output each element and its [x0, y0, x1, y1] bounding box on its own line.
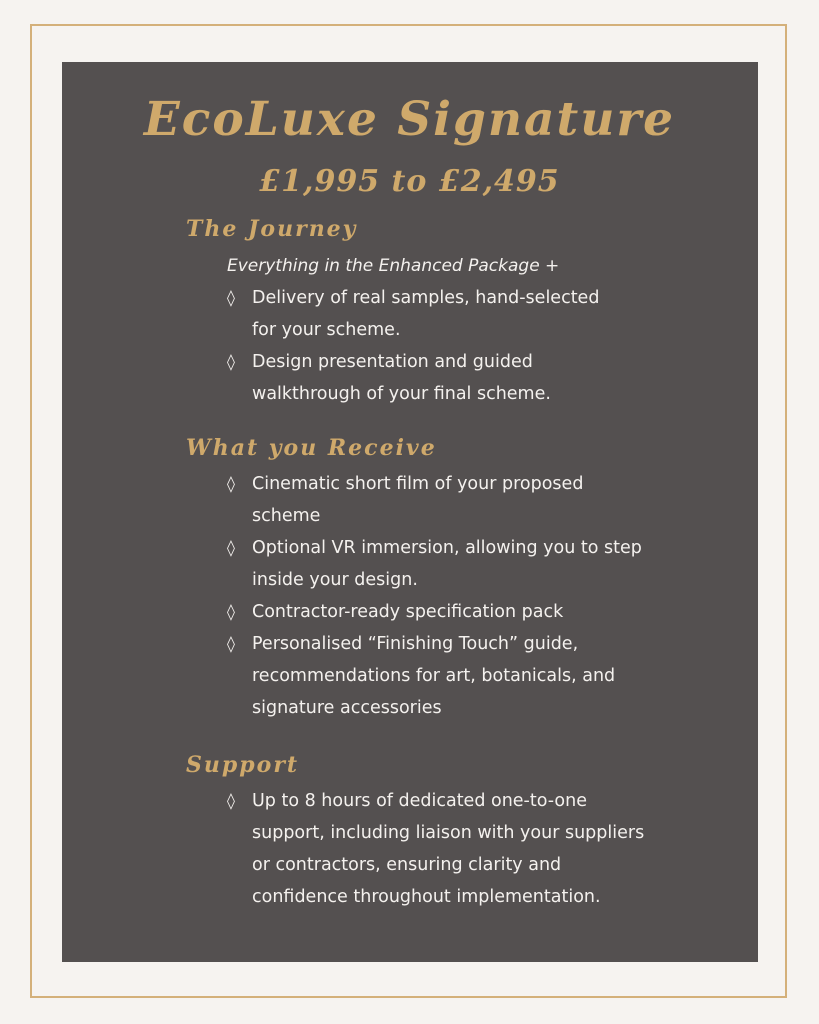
- price-range: £1,995 to £2,495: [259, 164, 560, 199]
- list-item: [227, 628, 642, 724]
- list-item-text: Contractor-ready specification pack: [252, 602, 564, 622]
- journey-list: [227, 282, 607, 410]
- diamond-bullet-icon: ◊: [227, 634, 235, 653]
- journey-intro: Everything in the Enhanced Package +: [227, 256, 560, 276]
- list-item: [227, 346, 607, 410]
- list-item-text: Cinematic short film of your proposed scheme: [252, 474, 584, 526]
- list-item: [227, 282, 607, 346]
- section-heading-receive: What you Receive: [186, 435, 437, 461]
- list-item: [227, 596, 642, 628]
- section-heading-journey: The Journey: [186, 216, 358, 242]
- list-item: [227, 468, 642, 532]
- support-list: [227, 785, 647, 913]
- list-item-text: Design presentation and guided walkthrough of your final scheme.: [252, 352, 551, 404]
- diamond-bullet-icon: ◊: [227, 538, 235, 557]
- receive-list: [227, 468, 642, 724]
- diamond-bullet-icon: ◊: [227, 791, 235, 810]
- diamond-bullet-icon: ◊: [227, 352, 235, 371]
- list-item-text: Up to 8 hours of dedicated one-to-one support, including liaison with your suppliers or contractors, ensuring clarity and confidence throughout implementation.: [252, 791, 645, 907]
- list-item: [227, 785, 647, 913]
- package-title: EcoLuxe Signature: [143, 92, 676, 147]
- list-item-text: Personalised “Finishing Touch” guide, recommendations for art, botanicals, and signature accessories: [252, 634, 616, 718]
- list-item: [227, 532, 642, 596]
- diamond-bullet-icon: ◊: [227, 474, 235, 493]
- section-heading-support: Support: [186, 752, 300, 778]
- diamond-bullet-icon: ◊: [227, 602, 235, 621]
- list-item-text: Delivery of real samples, hand-selected for your scheme.: [252, 288, 600, 340]
- diamond-bullet-icon: ◊: [227, 288, 235, 307]
- list-item-text: Optional VR immersion, allowing you to step inside your design.: [252, 538, 642, 590]
